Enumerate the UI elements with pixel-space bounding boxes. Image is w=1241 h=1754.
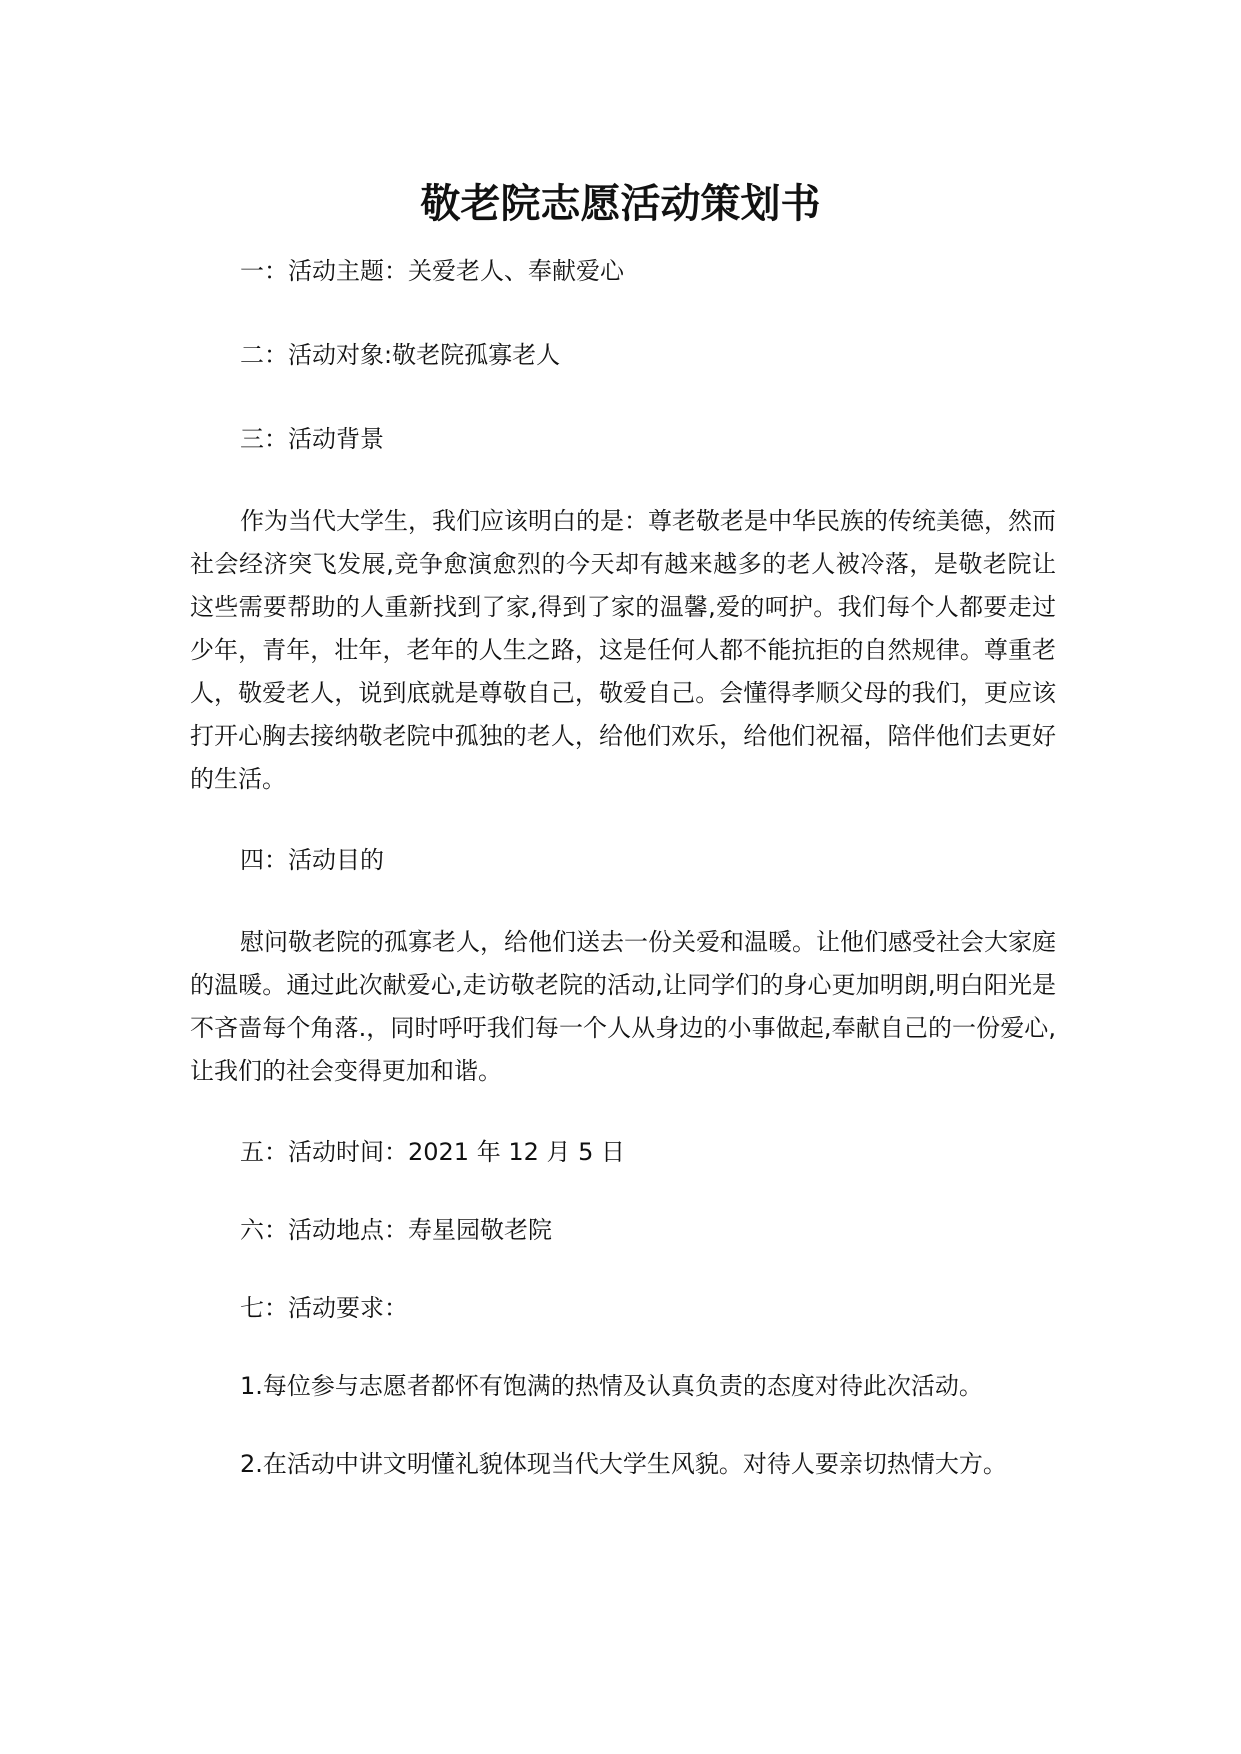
section-purpose-heading: 四：活动目的 [240, 846, 384, 874]
section-target: 二：活动对象:敬老院孤寡老人 [240, 341, 561, 369]
requirement-item: 2.在活动中讲文明懂礼貌体现当代大学生风貌。对待人要亲切热情大方。 [240, 1450, 1007, 1478]
requirement-item: 1.每位参与志愿者都怀有饱满的热情及认真负责的态度对待此次活动。 [240, 1372, 983, 1400]
document-body [190, 254, 1056, 1481]
section-theme: 一：活动主题：关爱老人、奉献爱心 [240, 257, 624, 285]
section-background-text: 作为当代大学生，我们应该明白的是：尊老敬老是中华民族的传统美德，然而社会经济突飞发展,竞争愈演愈烈的今天却有越来越多的老人被冷落，是敬老院让这些需要帮助的人重新找到了家,得到了家的温馨,爱的呵护。我们每个人都要走过少年，青年，壮年，老年的人生之路，这是任何人都不能抗拒的自然规律。尊重老人，敬爱老人，说到底就是尊敬自己，敬爱自己。会懂得孝顺父母的我们，更应该打开心胸去接纳敬老院中孤独的老人，给他们欢乐，给他们祝福，陪伴他们去更好的生活。 [190, 507, 1056, 793]
section-time: 五：活动时间：2021 年 12 月 5 日 [240, 1138, 626, 1166]
section-background-heading: 三：活动背景 [240, 425, 384, 453]
document-title: 敬老院志愿活动策划书 [420, 181, 821, 227]
section-location: 六：活动地点：寿星园敬老院 [240, 1216, 552, 1244]
section-requirements-heading: 七：活动要求： [240, 1294, 408, 1322]
section-purpose-text: 慰问敬老院的孤寡老人，给他们送去一份关爱和温暖。让他们感受社会大家庭的温暖。通过此次献爱心,走访敬老院的活动,让同学们的身心更加明朗,明白阳光是不吝啬每个角落.，同时呼吁我们每一个人从身边的小事做起,奉献自己的一份爱心,让我们的社会变得更加和谐。 [190, 928, 1056, 1085]
